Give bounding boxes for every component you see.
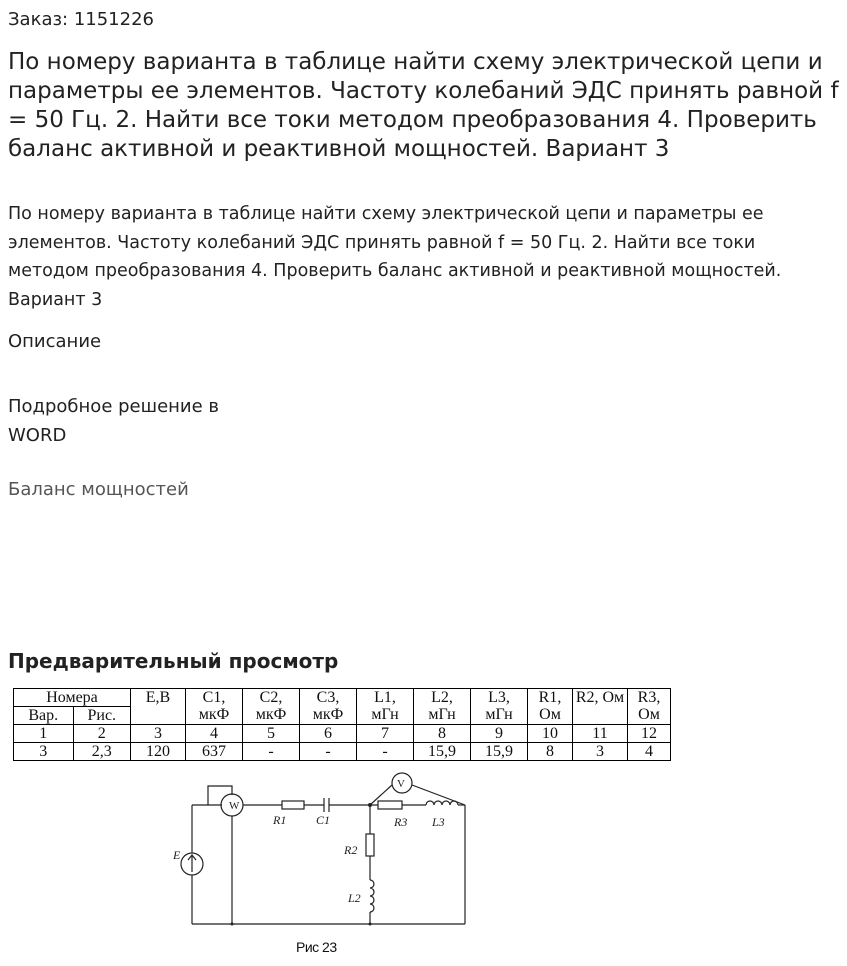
inductor-l3-icon — [426, 801, 458, 805]
table-cell: 2 — [73, 725, 130, 743]
l3-label: L3 — [432, 815, 445, 829]
table-subheader-cell: Рис. — [73, 707, 130, 725]
table-cell: 1 — [14, 725, 74, 743]
table-header-cell: E,В — [131, 689, 186, 725]
table-header-cell: L2, мГн — [414, 689, 471, 725]
table-header-cell: C3, мкФ — [300, 689, 357, 725]
table-cell: - — [300, 743, 357, 761]
r1-label: R1 — [273, 813, 287, 827]
table-cell: 3 — [131, 725, 186, 743]
wire — [412, 785, 465, 805]
table-cell: 4 — [186, 725, 243, 743]
table-header-cell: C2, мкФ — [243, 689, 300, 725]
table-cell: 9 — [471, 725, 528, 743]
table-cell: 120 — [131, 743, 186, 761]
table-header-cell: C1, мкФ — [186, 689, 243, 725]
order-number: Заказ: 1151226 — [8, 9, 154, 30]
description-label: Описание — [8, 331, 102, 352]
table-cell: 15,9 — [471, 743, 528, 761]
preview-heading: Предварительный просмотр — [8, 649, 339, 673]
inductor-l2-icon — [370, 880, 374, 912]
table-cell: 7 — [357, 725, 414, 743]
table-subheader-cell: Вар. — [14, 707, 74, 725]
table-data-row — [14, 743, 671, 761]
resistor-r1-icon — [282, 801, 304, 809]
l2-label: L2 — [348, 891, 361, 905]
source-label: E — [173, 848, 181, 862]
table-header-cell: R3, Ом — [628, 689, 671, 725]
table-cell: 15,9 — [414, 743, 471, 761]
figure-caption: Рис 23 — [296, 939, 337, 955]
table-cell: 10 — [528, 725, 573, 743]
balance-tag[interactable]: Баланс мощностей — [8, 479, 189, 500]
table-cell: 5 — [243, 725, 300, 743]
node-dot — [369, 923, 372, 926]
node-dot — [231, 923, 234, 926]
table-cell: 3 — [573, 743, 628, 761]
c1-label: C1 — [316, 813, 331, 827]
table-cell: 6 — [300, 725, 357, 743]
table-header-cell: R2, Ом — [573, 689, 628, 725]
table-cell: 12 — [628, 725, 671, 743]
table-cell: 8 — [528, 743, 573, 761]
voltmeter-label: V — [397, 778, 405, 790]
task-description: По номеру варианта в таблице найти схему электрической цепи и параметры ее элементов. Частоту колебаний ЭДС принять равной f = 50 Гц. 2. Найти все токи методом преобразования 4. Проверить баланс активной и реактивной мощностей. Вариант 3 — [8, 204, 782, 310]
table-cell: 11 — [573, 725, 628, 743]
table-index-row — [14, 725, 671, 743]
node-dot — [368, 803, 372, 807]
r3-label: R3 — [394, 815, 408, 829]
resistor-r3-icon — [378, 801, 402, 809]
table-header-cell: L3, мГн — [471, 689, 528, 725]
table-cell: 3 — [14, 743, 74, 761]
resistor-r2-icon — [366, 834, 374, 856]
page-title: По номеру варианта в таблице найти схему электрической цепи и параметры ее элементов. Частоту колебаний ЭДС принять равной f = 50 Гц. 2. Найти все токи методом преобразования 4. Проверить баланс активной и реактивной мощностей. Вариант 3 — [8, 49, 839, 162]
parameters-table — [13, 688, 671, 761]
table-cell: 2,3 — [73, 743, 130, 761]
table-cell: - — [357, 743, 414, 761]
circuit-diagram — [160, 772, 480, 932]
table-header-cell: L1, мГн — [357, 689, 414, 725]
table-header-cell: Номера — [14, 689, 131, 707]
table-cell: 637 — [186, 743, 243, 761]
table-cell: 8 — [414, 725, 471, 743]
table-header-row — [14, 689, 671, 707]
wattmeter-label: W — [229, 800, 240, 812]
table-cell: - — [243, 743, 300, 761]
solution-note: Подробное решение в WORD — [8, 396, 220, 446]
r2-label: R2 — [344, 843, 358, 857]
table-header-cell: R1, Ом — [528, 689, 573, 725]
table-cell: 4 — [628, 743, 671, 761]
